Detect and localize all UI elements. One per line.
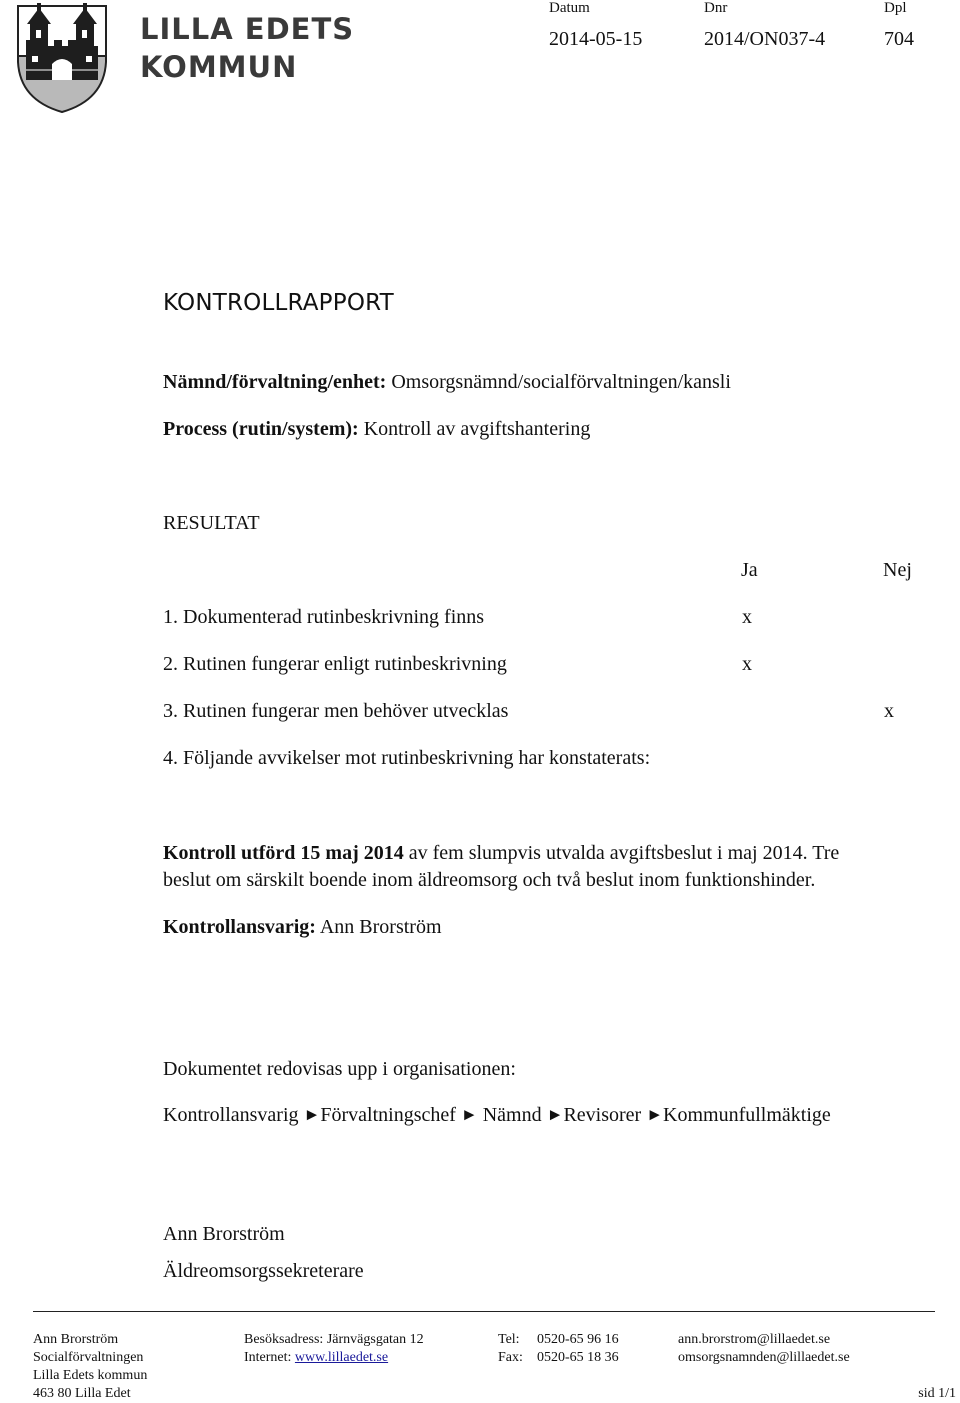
signature-name: Ann Brorström [163, 1223, 285, 1245]
chain-step-revisorer: Revisorer [563, 1104, 642, 1126]
responsible-value: Ann Brorström [315, 916, 442, 938]
unit-label: Nämnd/förvaltning/enhet: [163, 371, 387, 393]
arrow-icon: ► [646, 1105, 664, 1124]
chain-step-kontrollansvarig: Kontrollansvarig [163, 1104, 299, 1126]
chain-step-namnd: Nämnd [482, 1104, 542, 1126]
footer-visit-value: Järnvägsgatan 12 [326, 1332, 424, 1347]
footer-divider [33, 1311, 935, 1312]
arrow-icon: ► [303, 1105, 321, 1124]
org-name-line1: LILLA EDETS [140, 12, 355, 46]
result-item-yes-mark: x [742, 653, 752, 675]
footer-tel-value: 0520-65 96 16 [537, 1332, 619, 1347]
report-chain [163, 1104, 831, 1127]
footer-fax-label: Fax: [498, 1350, 523, 1365]
footer-internet [244, 1349, 388, 1367]
arrow-icon: ► [546, 1105, 564, 1124]
control-date-bold: Kontroll utförd 15 maj 2014 [163, 842, 404, 864]
footer-email-personal: ann.brorstrom@lillaedet.se [678, 1332, 831, 1347]
page-number: sid 1/1 [918, 1386, 956, 1401]
footer-fax-value: 0520-65 18 36 [537, 1350, 619, 1365]
footer-email-board: omsorgsnamnden@lillaedet.se [678, 1350, 850, 1365]
responsible-line [163, 916, 442, 939]
footer-visit-label: Besöksadress: [244, 1332, 324, 1347]
responsible-label: Kontrollansvarig: [163, 916, 316, 938]
footer-internet-label: Internet: [244, 1350, 292, 1365]
result-item-text: 2. Rutinen fungerar enligt rutinbeskrivning [163, 653, 507, 675]
result-heading: RESULTAT [163, 512, 260, 534]
control-line1-rest: av fem slumpvis utvalda avgiftsbeslut i maj 2014. Tre [403, 842, 840, 864]
datum-value: 2014-05-15 [549, 28, 643, 50]
footer-tel-label: Tel: [498, 1332, 520, 1347]
process-label: Process (rutin/system): [163, 418, 359, 440]
footer-municipality: Lilla Edets kommun [33, 1368, 148, 1383]
footer-department: Socialförvaltningen [33, 1350, 144, 1365]
website-link[interactable]: www.lillaedet.se [294, 1350, 389, 1365]
dnr-value: 2014/ON037-4 [704, 28, 826, 50]
control-line2: beslut om särskilt boende inom äldreomsorg och två beslut inom funktionshinder. [163, 869, 816, 891]
chain-step-forvaltningschef: Förvaltningschef [320, 1104, 456, 1126]
dpl-label: Dpl [884, 0, 907, 16]
col-no-header: Nej [883, 559, 912, 581]
org-name-line2: KOMMUN [140, 50, 298, 84]
result-item-text: 1. Dokumenterad rutinbeskrivning finns [163, 606, 485, 628]
result-item-yes-mark: x [742, 606, 752, 628]
coat-of-arms-icon [0, 0, 124, 115]
control-line1 [163, 842, 839, 865]
municipality-logo [0, 0, 355, 115]
dnr-label: Dnr [704, 0, 728, 16]
result-item-text: 3. Rutinen fungerar men behöver utvecklas [163, 700, 509, 722]
process-value: Kontroll av avgiftshantering [363, 418, 591, 440]
report-chain-intro: Dokumentet redovisas upp i organisationen: [163, 1058, 516, 1080]
result-item-text: 4. Följande avvikelser mot rutinbeskrivning har konstaterats: [163, 747, 651, 769]
unit-line [163, 371, 731, 394]
chain-step-kommunfullmaktige: Kommunfullmäktige [663, 1104, 831, 1126]
footer-visit-address [244, 1331, 424, 1349]
process-line [163, 418, 590, 441]
footer-postal-address: 463 80 Lilla Edet [33, 1386, 131, 1401]
col-yes-header: Ja [741, 559, 758, 581]
arrow-icon: ► [460, 1105, 478, 1124]
datum-label: Datum [549, 0, 590, 16]
signature-title: Äldreomsorgssekreterare [163, 1260, 364, 1282]
dpl-value: 704 [884, 28, 914, 50]
footer-contact-block [33, 1331, 147, 1403]
unit-value: Omsorgsnämnd/socialförvaltningen/kansli [391, 371, 731, 393]
footer-sender-name: Ann Brorström [33, 1332, 119, 1347]
page-title: KONTROLLRAPPORT [163, 290, 394, 316]
result-item-no-mark: x [884, 700, 894, 722]
